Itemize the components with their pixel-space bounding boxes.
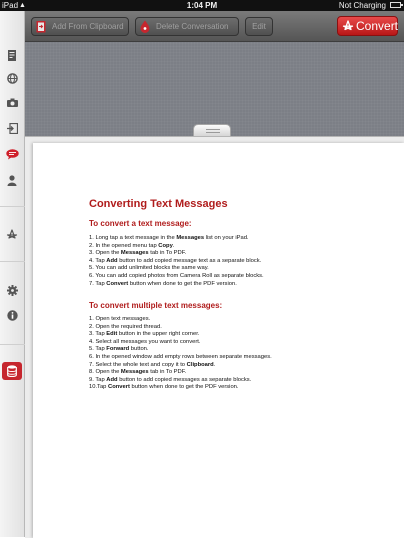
steps-list	[89, 235, 264, 288]
section-heading: To convert multiple text messages:	[89, 301, 223, 310]
sidebar-item-web[interactable]	[2, 69, 22, 87]
step-keyword: Copy	[158, 242, 173, 249]
step-keyword: Messages	[176, 235, 205, 241]
step-item: 1. Long tap a text message in the Messages list on your iPad.	[89, 235, 249, 241]
step-item: 4. Tap Add button to add copied message text as a separate block.	[89, 257, 262, 264]
step-keyword: Messages	[120, 369, 149, 376]
step-item: 5. You can add unlimited blocks the same way.	[89, 265, 209, 272]
sidebar-item-settings[interactable]	[2, 281, 22, 299]
status-bar	[0, 0, 404, 11]
camera-icon	[7, 98, 18, 107]
person-icon	[7, 175, 17, 186]
step-keyword: Messages	[120, 250, 149, 257]
sidebar-item-pdf[interactable]	[2, 225, 22, 243]
sidebar	[0, 11, 25, 537]
step-keyword: Add	[106, 376, 118, 383]
import-icon	[7, 123, 18, 134]
message-bubble-icon	[6, 149, 19, 160]
drop-icon	[139, 20, 151, 33]
toolbar	[25, 11, 404, 42]
steps-list	[89, 316, 272, 392]
gear-icon	[7, 285, 18, 296]
step-keyword: Clipboard	[186, 361, 214, 368]
delete-conversation-button[interactable]	[135, 17, 239, 36]
wifi-icon: ▲	[19, 2, 26, 9]
step-item: 5. Tap Forward button.	[89, 346, 149, 353]
convert-button[interactable]	[337, 16, 398, 36]
step-keyword: Edit	[106, 331, 118, 338]
clipboard-icon	[35, 20, 47, 33]
globe-icon	[7, 73, 18, 84]
sidebar-item-storage[interactable]	[2, 362, 22, 380]
step-item: 6. You can add copied photos from Camera Roll as separate blocks.	[89, 272, 264, 279]
step-item: 8. Open the Messages tab in To PDF.	[89, 369, 187, 376]
sidebar-divider	[0, 261, 25, 262]
charging-status: Not Charging	[338, 1, 386, 10]
document-title: Converting Text Messages	[89, 198, 228, 210]
step-item: 2. In the opened menu tap Copy.	[89, 242, 175, 249]
step-item: 2. Open the required thread.	[89, 323, 162, 330]
step-item: 10.Tap Convert button when done to get the PDF version.	[89, 384, 239, 391]
sidebar-divider	[0, 206, 25, 207]
step-keyword: Convert	[106, 280, 129, 287]
sidebar-divider	[0, 344, 25, 345]
step-keyword: Convert	[108, 384, 130, 391]
sidebar-item-camera[interactable]	[2, 93, 22, 111]
document-page	[33, 143, 404, 538]
step-item: 3. Tap Edit button in the upper right corner.	[89, 331, 200, 338]
clock: 1:04 PM	[186, 1, 218, 10]
battery-icon	[390, 2, 401, 8]
blocks-area	[25, 42, 404, 136]
step-item: 4. Select all messages you want to convert.	[89, 338, 201, 345]
step-item: 9. Tap Add button to add copied messages as separate blocks.	[89, 376, 252, 383]
convert-label: Convert	[356, 19, 399, 33]
acrobat-icon	[342, 20, 354, 32]
step-item: 7. Select the whole text and copy it to Clipboard.	[89, 361, 216, 368]
step-item: 1. Open text messages.	[89, 316, 151, 322]
sidebar-item-messages[interactable]	[2, 145, 22, 163]
section-heading: To convert a text message:	[89, 219, 192, 228]
add-from-clipboard-label: Add From Clipboard	[52, 22, 124, 31]
delete-conversation-label: Delete Conversation	[156, 22, 229, 31]
step-item: 7. Tap Convert button when done to get the PDF version.	[89, 280, 237, 287]
sidebar-item-contacts[interactable]	[2, 171, 22, 189]
document-area	[25, 136, 404, 538]
step-keyword: Forward	[106, 346, 130, 353]
acrobat-icon	[6, 229, 18, 240]
sidebar-item-documents[interactable]	[2, 46, 22, 64]
add-from-clipboard-button[interactable]	[31, 17, 129, 36]
device-name: iPad	[2, 1, 19, 10]
sidebar-item-info[interactable]	[2, 306, 22, 324]
database-icon	[7, 365, 17, 377]
sidebar-item-import[interactable]	[2, 119, 22, 137]
edit-label: Edit	[252, 22, 266, 31]
step-keyword: Add	[106, 257, 118, 264]
step-item: 3. Open the Messages tab in To PDF.	[89, 250, 187, 257]
edit-button[interactable]	[245, 17, 273, 36]
info-icon	[7, 310, 18, 321]
step-item: 6. In the opened window add empty rows between separate messages.	[89, 353, 272, 360]
document-icon	[7, 50, 17, 61]
